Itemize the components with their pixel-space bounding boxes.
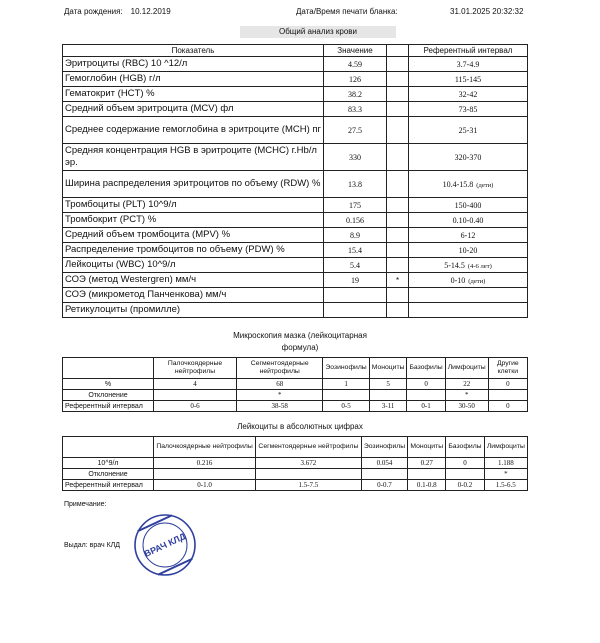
param-value bbox=[324, 303, 387, 318]
param-flag bbox=[387, 273, 409, 288]
param-flag bbox=[387, 243, 409, 258]
param-name-text: Тромбоциты (PLT) 10^9/л bbox=[65, 199, 177, 210]
print-date-label: Дата/Время печати бланка: bbox=[296, 7, 398, 16]
cell-value: 0-1 bbox=[407, 401, 445, 412]
param-ref-text: 0.10-0.40 bbox=[452, 215, 484, 225]
param-value-text: 0.156 bbox=[346, 215, 364, 225]
param-flag bbox=[387, 171, 409, 198]
param-ref bbox=[409, 117, 528, 144]
param-name-text: Среднее содержание гемоглобина в эритроците (MCH) пг bbox=[65, 124, 321, 135]
table-row bbox=[63, 57, 528, 72]
param-ref-text: 3.7-4.9 bbox=[456, 59, 480, 69]
param-value-text: 8.9 bbox=[350, 230, 360, 240]
param-flag bbox=[387, 198, 409, 213]
param-ref-text: 320-370 bbox=[454, 152, 482, 162]
param-name-text: Средний объем тромбоцита (MPV) % bbox=[65, 229, 231, 240]
param-ref bbox=[409, 303, 528, 318]
param-ref-text: 6-12 bbox=[460, 230, 476, 240]
cell-value: 0-6 bbox=[154, 401, 237, 412]
microscopy-caption bbox=[200, 330, 400, 354]
header-flag bbox=[387, 45, 409, 57]
cell-value: * bbox=[484, 469, 527, 480]
column-header: Палочкоядерные нейтрофилы bbox=[154, 358, 237, 379]
cell-value: 0 bbox=[488, 401, 527, 412]
param-name-text: Гематокрит (HCT) % bbox=[65, 88, 155, 99]
table-row bbox=[63, 390, 528, 401]
param-value bbox=[324, 117, 387, 144]
table-row bbox=[63, 213, 528, 228]
row-label: % bbox=[63, 379, 154, 390]
param-name bbox=[63, 303, 324, 318]
table-row bbox=[63, 258, 528, 273]
column-header: Моноциты bbox=[369, 358, 407, 379]
param-ref-note: (дети) bbox=[476, 181, 494, 189]
table-row bbox=[63, 228, 528, 243]
param-name-text: Эритроциты (RBC) 10 ^12/л bbox=[65, 58, 188, 69]
cell-value: 0 bbox=[407, 379, 445, 390]
param-name bbox=[63, 213, 324, 228]
table-row bbox=[63, 102, 528, 117]
results-table bbox=[62, 44, 528, 318]
param-ref-text: 32-42 bbox=[458, 89, 478, 99]
table-row bbox=[63, 379, 528, 390]
param-ref bbox=[409, 72, 528, 87]
cell-value: 38-58 bbox=[236, 401, 322, 412]
cell-value: 0.216 bbox=[154, 458, 256, 469]
cell-value bbox=[361, 469, 408, 480]
cell-value: 1.5-7.5 bbox=[256, 480, 362, 491]
cell-value bbox=[154, 469, 256, 480]
param-value-text: 15.4 bbox=[348, 245, 362, 255]
column-header: Лимфоциты bbox=[445, 358, 488, 379]
param-flag bbox=[387, 102, 409, 117]
param-ref bbox=[409, 198, 528, 213]
param-name bbox=[63, 102, 324, 117]
cell-value: 0-5 bbox=[323, 401, 369, 412]
param-flag bbox=[387, 288, 409, 303]
param-ref bbox=[409, 273, 528, 288]
corner-cell bbox=[63, 358, 154, 379]
param-ref bbox=[409, 87, 528, 102]
corner-cell bbox=[63, 437, 154, 458]
param-ref-text: 150-400 bbox=[454, 200, 482, 210]
column-header: Базофилы bbox=[407, 358, 445, 379]
row-label: Отклонение bbox=[63, 469, 154, 480]
param-ref bbox=[409, 171, 528, 198]
param-name-text: Ретикулоциты (промилле) bbox=[65, 304, 181, 315]
table-row bbox=[63, 480, 528, 491]
param-value bbox=[324, 198, 387, 213]
param-value-text: 330 bbox=[349, 152, 361, 162]
table-row bbox=[63, 401, 528, 412]
param-ref-text: 5-14.5 bbox=[444, 260, 465, 270]
param-name-text: Тромбокрит (PCT) % bbox=[65, 214, 157, 225]
param-value bbox=[324, 171, 387, 198]
param-ref bbox=[409, 288, 528, 303]
param-ref-text: 0-10 bbox=[450, 275, 466, 285]
param-flag bbox=[387, 57, 409, 72]
param-name bbox=[63, 243, 324, 258]
param-value-text: 175 bbox=[349, 200, 361, 210]
column-header: Моноциты bbox=[408, 437, 446, 458]
column-header: Сегментоядерные нейтрофилы bbox=[256, 437, 362, 458]
param-ref-text: 10-20 bbox=[458, 245, 478, 255]
table-row bbox=[63, 303, 528, 318]
row-label: 10^9/л bbox=[63, 458, 154, 469]
param-name bbox=[63, 228, 324, 243]
page-title: Общий анализ крови bbox=[240, 26, 396, 38]
cell-value: 5 bbox=[369, 379, 407, 390]
print-date-value: 31.01.2025 20:32:32 bbox=[450, 7, 524, 16]
param-value-text: 126 bbox=[349, 74, 361, 84]
cell-value: 30-50 bbox=[445, 401, 488, 412]
param-flag bbox=[387, 213, 409, 228]
column-header: Другие клетки bbox=[488, 358, 527, 379]
param-ref-text: 25-31 bbox=[458, 125, 478, 135]
cell-value: 0-1.0 bbox=[154, 480, 256, 491]
table-row bbox=[63, 117, 528, 144]
param-ref bbox=[409, 228, 528, 243]
table-row bbox=[63, 273, 528, 288]
cell-value bbox=[407, 390, 445, 401]
param-name bbox=[63, 288, 324, 303]
param-flag bbox=[387, 303, 409, 318]
param-flag bbox=[387, 258, 409, 273]
table-row bbox=[63, 458, 528, 469]
param-value bbox=[324, 72, 387, 87]
param-value bbox=[324, 213, 387, 228]
cell-value: 1 bbox=[323, 379, 369, 390]
cell-value: * bbox=[445, 390, 488, 401]
param-flag bbox=[387, 87, 409, 102]
column-header: Палочкоядерные нейтрофилы bbox=[154, 437, 256, 458]
note-label: Примечание: bbox=[64, 501, 107, 508]
param-ref-text: 115-145 bbox=[454, 74, 482, 84]
cell-value bbox=[446, 469, 484, 480]
cell-value: 1.5-6.5 bbox=[484, 480, 527, 491]
table-row bbox=[63, 87, 528, 102]
absolute-table bbox=[62, 436, 528, 491]
param-flag bbox=[387, 228, 409, 243]
cell-value bbox=[154, 390, 237, 401]
row-label: Отклонение bbox=[63, 390, 154, 401]
param-name-text: Ширина распределения эритроцитов по объему (RDW) % bbox=[65, 178, 321, 189]
cell-value: 68 bbox=[236, 379, 322, 390]
param-value bbox=[324, 228, 387, 243]
param-ref bbox=[409, 258, 528, 273]
param-name bbox=[63, 144, 324, 171]
param-flag bbox=[387, 144, 409, 171]
cell-value bbox=[369, 390, 407, 401]
cell-value bbox=[488, 390, 527, 401]
param-name-text: СОЭ (метод Westergren) мм/ч bbox=[65, 274, 197, 285]
header-value: Значение bbox=[324, 45, 387, 57]
param-name bbox=[63, 171, 324, 198]
birth-date-label: Дата рождения: bbox=[64, 7, 123, 16]
param-ref-note: (дети) bbox=[468, 277, 486, 285]
cell-value: 3-11 bbox=[369, 401, 407, 412]
cell-value: 0 bbox=[488, 379, 527, 390]
birth-date-value: 10.12.2019 bbox=[130, 7, 171, 16]
param-value bbox=[324, 102, 387, 117]
param-name bbox=[63, 72, 324, 87]
cell-value: 1.188 bbox=[484, 458, 527, 469]
param-value-text: 38.2 bbox=[348, 89, 362, 99]
param-ref bbox=[409, 243, 528, 258]
param-name bbox=[63, 117, 324, 144]
table-row bbox=[63, 171, 528, 198]
column-header: Эозинофилы bbox=[323, 358, 369, 379]
param-value bbox=[324, 288, 387, 303]
param-name-text: Средний объем эритроцита (MCV) фл bbox=[65, 103, 234, 114]
param-value bbox=[324, 273, 387, 288]
cell-value: 0-0.2 bbox=[446, 480, 484, 491]
cell-value bbox=[256, 469, 362, 480]
table-row bbox=[63, 288, 528, 303]
column-header: Сегментоядерные нейтрофилы bbox=[236, 358, 322, 379]
param-ref bbox=[409, 144, 528, 171]
microscopy-caption-line1: Микроскопия мазка (лейкоцитарная bbox=[233, 331, 367, 340]
microscopy-caption-line2: формула) bbox=[281, 343, 319, 352]
cell-value bbox=[323, 390, 369, 401]
table-row bbox=[63, 72, 528, 87]
param-value bbox=[324, 243, 387, 258]
microscopy-table bbox=[62, 357, 528, 412]
cell-value: 0 bbox=[446, 458, 484, 469]
cell-value: 0-0.7 bbox=[361, 480, 408, 491]
absolute-caption: Лейкоциты в абсолютных цифрах bbox=[237, 422, 363, 431]
column-header: Эозинофилы bbox=[361, 437, 408, 458]
param-flag bbox=[387, 72, 409, 87]
param-value-text: 4.59 bbox=[348, 59, 362, 69]
param-value-text: 19 bbox=[351, 275, 359, 285]
header-param: Показатель bbox=[63, 45, 324, 57]
param-name-text: Распределение тромбоцитов по объему (PDW) % bbox=[65, 244, 285, 255]
param-ref-text: 10.4-15.8 bbox=[442, 179, 474, 189]
cell-value bbox=[408, 469, 446, 480]
cell-value: * bbox=[236, 390, 322, 401]
row-label: Референтный интервал bbox=[63, 480, 154, 491]
param-name-text: СОЭ (микрометод Панченкова) мм/ч bbox=[65, 289, 227, 300]
param-value-text: 13.8 bbox=[348, 179, 362, 189]
header-ref: Референтный интервал bbox=[409, 45, 528, 57]
param-name bbox=[63, 57, 324, 72]
row-label: Референтный интервал bbox=[63, 401, 154, 412]
param-flag bbox=[387, 117, 409, 144]
cell-value: 0.27 bbox=[408, 458, 446, 469]
param-value-text: 83.3 bbox=[348, 104, 362, 114]
param-name-text: Гемоглобин (HGB) г/л bbox=[65, 73, 161, 84]
cell-value: 3.672 bbox=[256, 458, 362, 469]
param-name-text: Средняя концентрация HGB в эритроците (MCHC) г.Hb/л эр. bbox=[65, 145, 317, 168]
param-ref-text: 73-85 bbox=[458, 104, 478, 114]
param-name bbox=[63, 273, 324, 288]
param-flag-text: * bbox=[395, 275, 400, 285]
column-header: Базофилы bbox=[446, 437, 484, 458]
param-ref bbox=[409, 102, 528, 117]
param-value bbox=[324, 57, 387, 72]
param-ref bbox=[409, 213, 528, 228]
param-ref-note: (4-6 лет) bbox=[467, 262, 492, 270]
stamp-text: ВРАЧ КЛД bbox=[142, 531, 188, 559]
param-name-text: Лейкоциты (WBC) 10^9/л bbox=[65, 259, 176, 270]
param-value-text: 27.5 bbox=[348, 125, 362, 135]
column-header: Лимфоциты bbox=[484, 437, 527, 458]
table-row bbox=[63, 144, 528, 171]
param-value bbox=[324, 258, 387, 273]
param-name bbox=[63, 87, 324, 102]
param-name bbox=[63, 258, 324, 273]
cell-value: 4 bbox=[154, 379, 237, 390]
issued-label: Выдал: врач КЛД bbox=[64, 542, 121, 549]
cell-value: 22 bbox=[445, 379, 488, 390]
param-value-text: 5.4 bbox=[350, 260, 360, 270]
param-name bbox=[63, 198, 324, 213]
param-value bbox=[324, 87, 387, 102]
param-value bbox=[324, 144, 387, 171]
birth-date bbox=[64, 7, 171, 16]
cell-value: 0.1-0.8 bbox=[408, 480, 446, 491]
table-row bbox=[63, 469, 528, 480]
cell-value: 0.054 bbox=[361, 458, 408, 469]
doctor-stamp bbox=[132, 512, 198, 578]
param-ref bbox=[409, 57, 528, 72]
table-row bbox=[63, 198, 528, 213]
table-row bbox=[63, 243, 528, 258]
